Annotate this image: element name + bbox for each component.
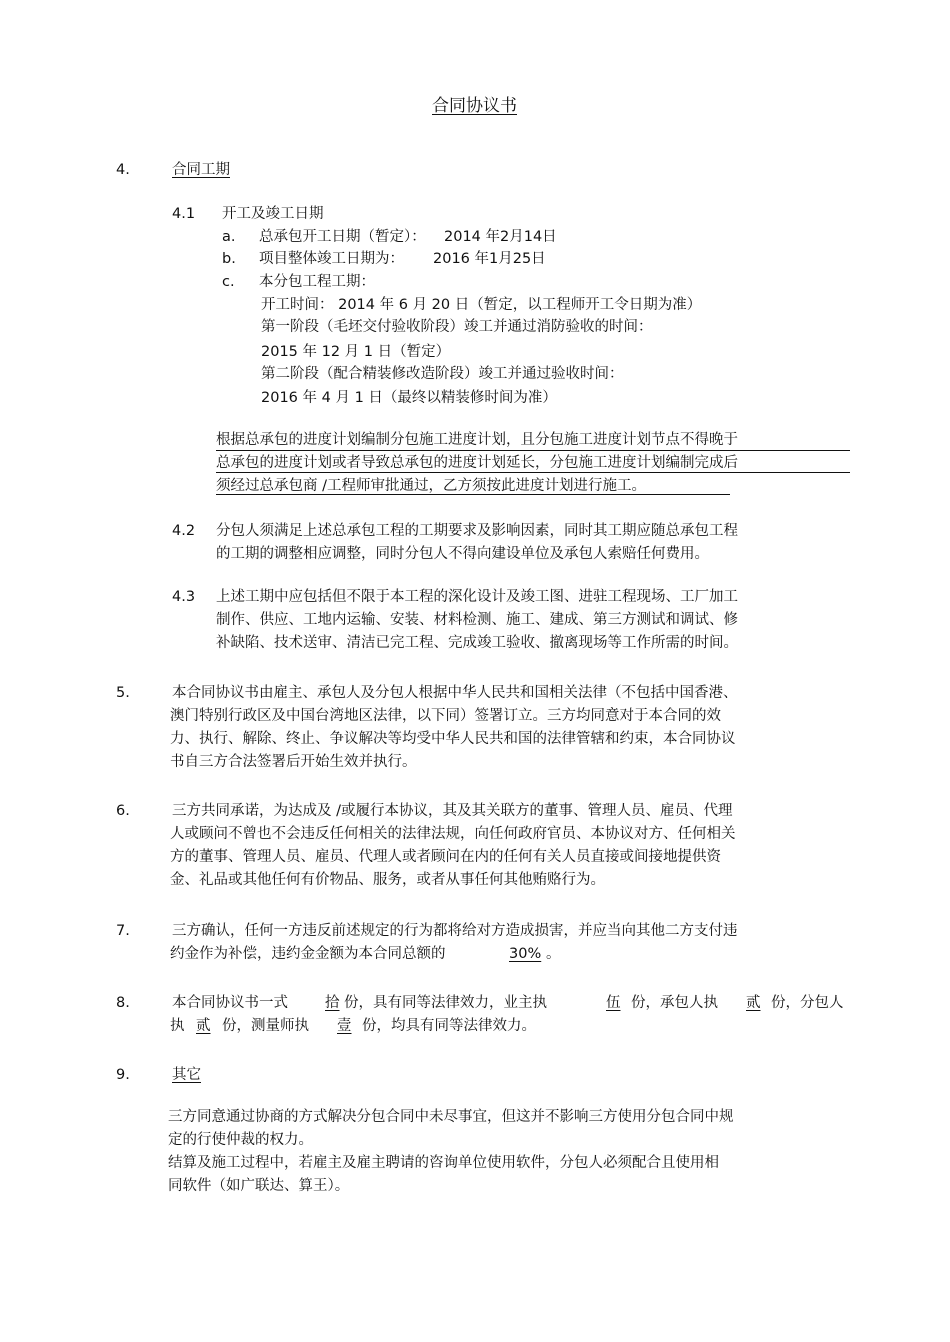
item-a-label: 总承包开工日期（暂定）：: [259, 229, 426, 245]
copies-total-value: 拾: [325, 995, 340, 1011]
item-b-value: 2016 年1月25日: [433, 251, 546, 267]
paragraph-text: 份，分包人: [771, 995, 844, 1011]
paragraph-line: 定的行使仲裁的权力。: [168, 1132, 313, 1148]
penalty-percentage: 30%: [509, 946, 542, 962]
paragraph-text: 执: [170, 1018, 185, 1034]
document-title: 合同协议书: [432, 96, 517, 116]
paragraph-line: 同软件（如广联达、算王）。: [168, 1178, 350, 1194]
paragraph-text: 本合同协议书一式: [172, 995, 288, 1011]
paragraph-line: 结算及施工过程中，若雇主及雇主聘请的咨询单位使用软件，分包人必须配合且使用相: [168, 1155, 719, 1171]
paragraph-text: 份，测量师执: [222, 1018, 309, 1034]
paragraph-text: 份，均具有同等法律效力。: [362, 1018, 536, 1034]
paragraph-line: 三方同意通过协商的方式解决分包合同中未尽事宜，但这并不影响三方使用分包合同中规: [168, 1109, 734, 1125]
paragraph-line: 分包人须满足上述总承包工程的工期要求及影响因素，同时其工期应随总承包工程: [216, 523, 738, 539]
note-underline: [216, 450, 850, 451]
paragraph-line: 力、执行、解除、终止、争议解决等均受中华人民共和国的法律管辖和约束，本合同协议: [170, 731, 736, 747]
paragraph-line: 三方确认，任何一方违反前述规定的行为都将给对方造成损害，并应当向其他二方支付违: [172, 923, 738, 939]
section-9-heading: 其它: [172, 1067, 201, 1083]
paragraph-line: 人或顾问不曾也不会违反任何相关的法律法规，向任何政府官员、本协议对方、任何相关: [170, 826, 736, 842]
paragraph-line: 澳门特别行政区及中国台湾地区法律，以下同）签署订立。三方均同意对于本合同的效: [170, 708, 721, 724]
section-4-3-number: 4.3: [172, 589, 196, 605]
copies-contractor-value: 贰: [746, 995, 761, 1011]
section-4-1-number: 4.1: [172, 206, 196, 222]
paragraph-line: 本合同协议书由雇主、承包人及分包人根据中华人民共和国相关法律（不包括中国香港、: [172, 685, 738, 701]
item-b-label: 项目整体竣工日期为：: [259, 251, 404, 267]
section-8-number: 8.: [116, 995, 130, 1011]
schedule-line: 2016 年 4 月 1 日（最终以精装修时间为准）: [261, 390, 557, 406]
section-4-1-heading: 开工及竣工日期: [222, 206, 324, 222]
schedule-line: 2015 年 12 月 1 日（暂定）: [261, 344, 451, 360]
paragraph-line: 方的董事、管理人员、雇员、代理人或者顾问在内的任何有关人员直接或间接地提供资: [170, 849, 721, 865]
paragraph-line: 上述工期中应包括但不限于本工程的深化设计及竣工图、进驻工程现场、工厂加工: [216, 589, 738, 605]
schedule-line: 开工时间： 2014 年 6 月 20 日（暂定，以工程师开工令日期为准）: [261, 297, 702, 313]
paragraph-line: 三方共同承诺，为达成及 /或履行本协议，其及其关联方的董事、管理人员、雇员、代理: [172, 803, 733, 819]
copies-surveyor-value: 壹: [337, 1018, 352, 1034]
copies-subcontractor-value: 贰: [196, 1018, 211, 1034]
schedule-note-line: 根据总承包的进度计划编制分包施工进度计划，且分包施工进度计划节点不得晚于: [216, 432, 738, 448]
paragraph-text: 。: [546, 946, 561, 962]
section-7-number: 7.: [116, 923, 130, 939]
paragraph-line: 的工期的调整相应调整，同时分包人不得向建设单位及承包人索赔任何费用。: [216, 546, 709, 562]
paragraph-text: 份，具有同等法律效力，业主执: [344, 995, 547, 1011]
paragraph-line: 制作、供应、工地内运输、安装、材料检测、施工、建成、第三方测试和调试、修: [216, 612, 738, 628]
section-9-number: 9.: [116, 1067, 130, 1083]
paragraph-text: 份，承包人执: [631, 995, 718, 1011]
section-4-2-number: 4.2: [172, 523, 196, 539]
item-a-letter: a.: [222, 229, 236, 245]
note-underline: [216, 494, 730, 495]
paragraph-line: 补缺陷、技术送审、清洁已完工程、完成竣工验收、撤离现场等工作所需的时间。: [216, 635, 738, 651]
schedule-line: 第二阶段（配合精装修改造阶段）竣工并通过验收时间：: [261, 366, 624, 382]
section-4-number: 4.: [116, 162, 130, 178]
item-c-label: 本分包工程工期：: [259, 274, 375, 290]
note-underline: [216, 472, 850, 473]
schedule-note-line: 须经过总承包商 /工程师审批通过，乙方须按此进度计划进行施工。: [216, 478, 646, 494]
copies-owner-value: 伍: [606, 995, 621, 1011]
paragraph-line: 书自三方合法签署后开始生效并执行。: [170, 754, 417, 770]
section-4-heading: 合同工期: [172, 162, 230, 178]
section-5-number: 5.: [116, 685, 130, 701]
paragraph-line: 约金作为补偿，违约金金额为本合同总额的: [170, 946, 446, 962]
item-a-value: 2014 年2月14日: [444, 229, 557, 245]
paragraph-line: 金、礼品或其他任何有价物品、服务，或者从事任何其他贿赂行为。: [170, 872, 605, 888]
schedule-note-line: 总承包的进度计划或者导致总承包的进度计划延长，分包施工进度计划编制完成后: [216, 455, 738, 471]
item-b-letter: b.: [222, 251, 236, 267]
section-6-number: 6.: [116, 803, 130, 819]
item-c-letter: c.: [222, 274, 235, 290]
schedule-line: 第一阶段（毛坯交付验收阶段）竣工并通过消防验收的时间：: [261, 319, 653, 335]
